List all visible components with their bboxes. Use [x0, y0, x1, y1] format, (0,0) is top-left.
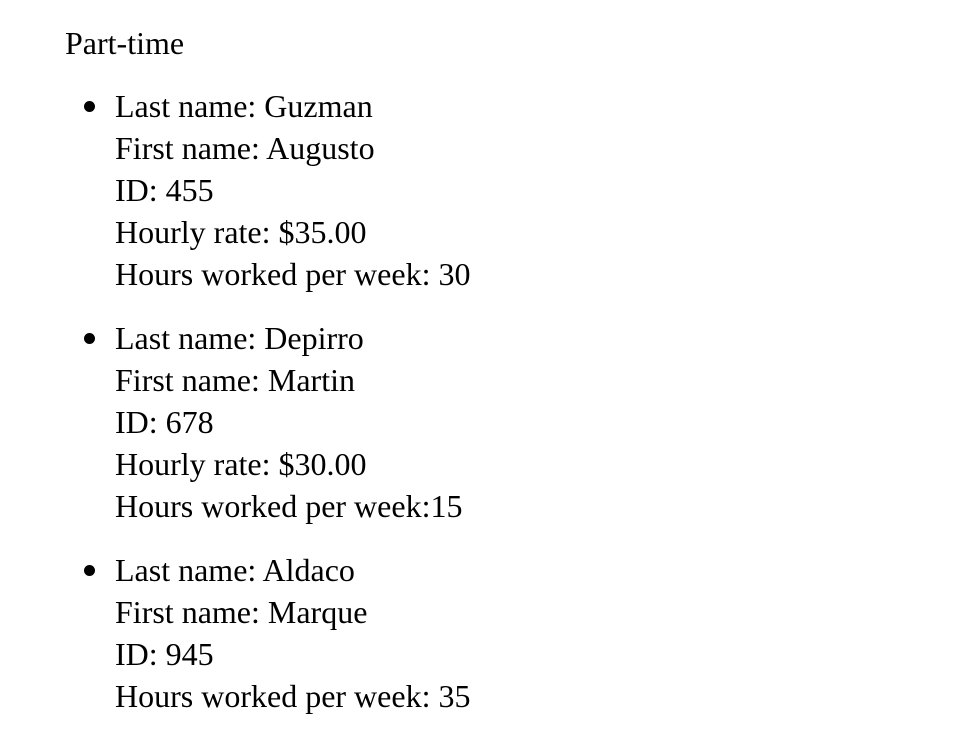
hours-worked-text: Hours worked per week: 30 [115, 256, 471, 292]
last-name-text: Last name: Aldaco [115, 552, 355, 588]
employee-list-item [0, 549, 470, 717]
bullet-icon [84, 565, 95, 576]
employee-list-item [0, 85, 470, 295]
id-text: ID: 455 [115, 172, 214, 208]
hourly-rate-text: Hourly rate: $30.00 [115, 446, 367, 482]
hourly-rate-text: Hourly rate: $35.00 [115, 214, 367, 250]
bullet-icon [84, 333, 95, 344]
bullet-icon [84, 101, 95, 112]
id-text: ID: 945 [115, 636, 214, 672]
last-name-text: Last name: Guzman [115, 88, 373, 124]
last-name-text: Last name: Depirro [115, 320, 364, 356]
hours-worked-text: Hours worked per week:15 [115, 488, 463, 524]
first-name-text: First name: Augusto [115, 130, 375, 166]
hours-worked-text: Hours worked per week: 35 [115, 678, 471, 714]
first-name-text: First name: Marque [115, 594, 368, 630]
employee-list [0, 85, 470, 739]
id-text: ID: 678 [115, 404, 214, 440]
first-name-text: First name: Martin [115, 362, 355, 398]
employee-list-item [0, 317, 470, 527]
section-title: Part-time [65, 25, 185, 61]
